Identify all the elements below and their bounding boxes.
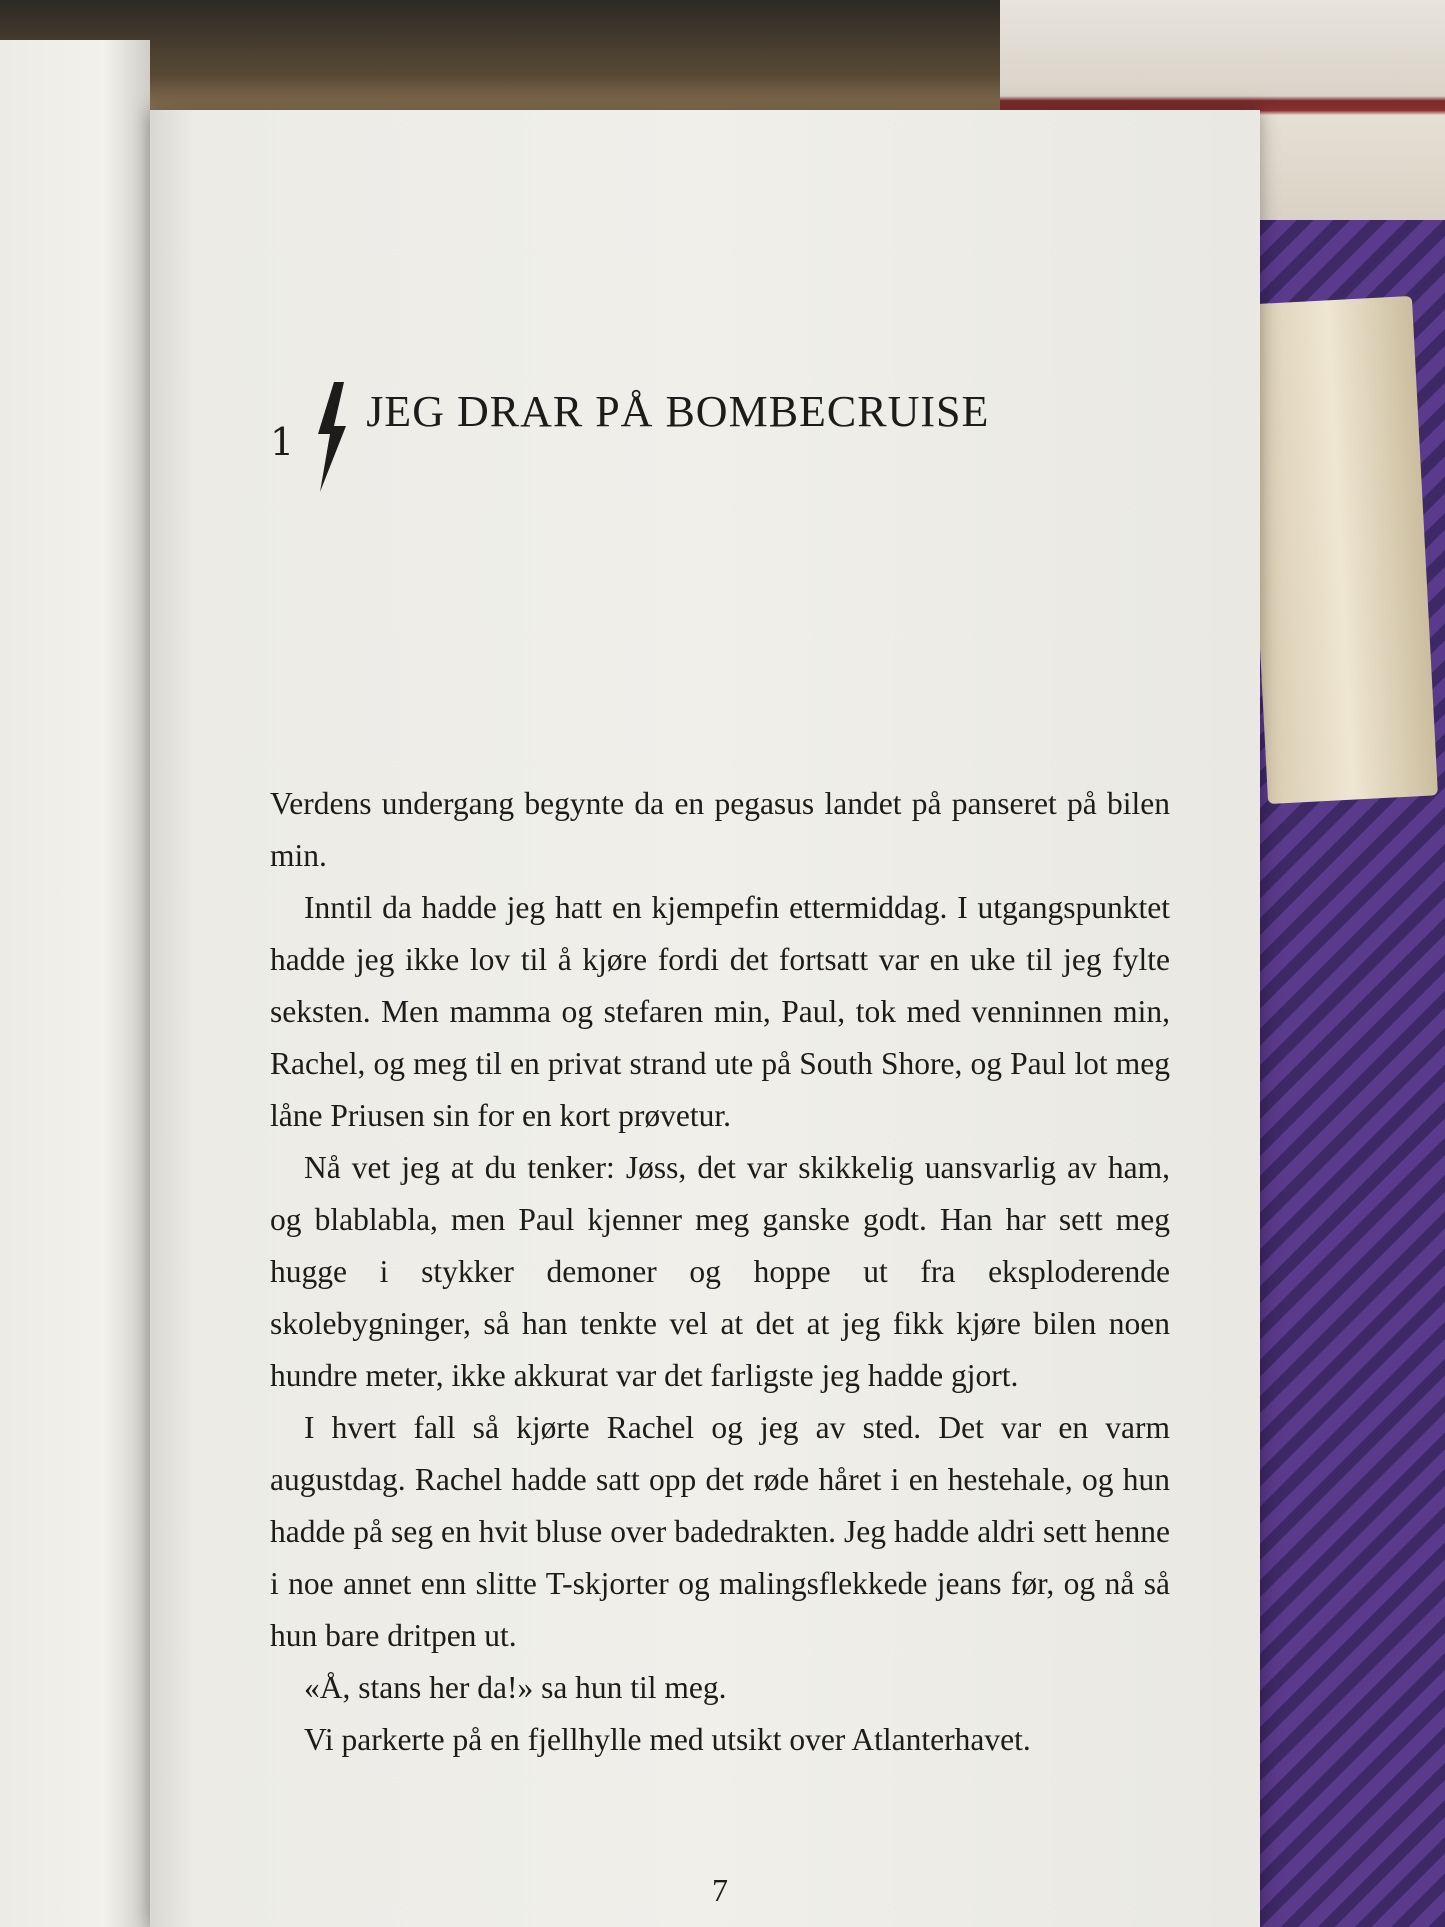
page-content	[270, 260, 1170, 1908]
chapter-number: 1	[270, 420, 295, 464]
body-text	[270, 778, 1170, 1766]
paragraph: Vi parkerte på en fjellhylle med utsikt over Atlanterhavet.	[304, 1722, 1031, 1757]
paragraph: «Å, stans her da!» sa hun til meg.	[304, 1670, 727, 1705]
left-page-edge	[0, 40, 150, 1927]
paragraph: Inntil da hadde jeg hatt en kjempefin ettermiddag. I utgangspunktet hadde jeg ikke lov til å kjøre fordi det fortsatt var en uke til jeg fylte seksten. Men mamma og stefaren min, Paul, tok med venninnen min, Rachel, og meg til en privat strand ute på South Shore, og Paul lot meg låne Priusen sin for en kort prøvetur.	[270, 890, 1170, 1133]
paragraph: Nå vet jeg at du tenker: Jøss, det var skikkelig uansvarlig av ham, og blablabla, men Paul kjenner meg ganske godt. Han har sett meg hugge i stykker demoner og hoppe ut fra eksploderende skolebygninger, så han tenkte vel at det at jeg fikk kjøre bilen noen hundre meter, ikke akkurat var det farligste jeg hadde gjort.	[270, 1150, 1170, 1393]
background-wood-block	[1242, 296, 1438, 804]
book-page	[150, 110, 1260, 1927]
page-number: 7	[712, 1872, 728, 1908]
paragraph: Verdens undergang begynte da en pegasus landet på panseret på bilen min.	[270, 786, 1170, 873]
chapter-title: JEG DRAR PÅ BOMBECRUISE	[366, 387, 990, 436]
chapter-heading	[270, 260, 1170, 464]
paragraph: I hvert fall så kjørte Rachel og jeg av sted. Det var en varm augustdag. Rachel hadde satt opp det røde håret i en hestehale, og hun hadde på seg en hvit bluse over badedrakten. Jeg hadde aldri sett henne i noe annet enn slitte T-skjorter og malingsflekkede jeans før, og nå så hun bare dritpen ut.	[270, 1410, 1170, 1653]
lightning-bolt-icon	[312, 382, 352, 492]
